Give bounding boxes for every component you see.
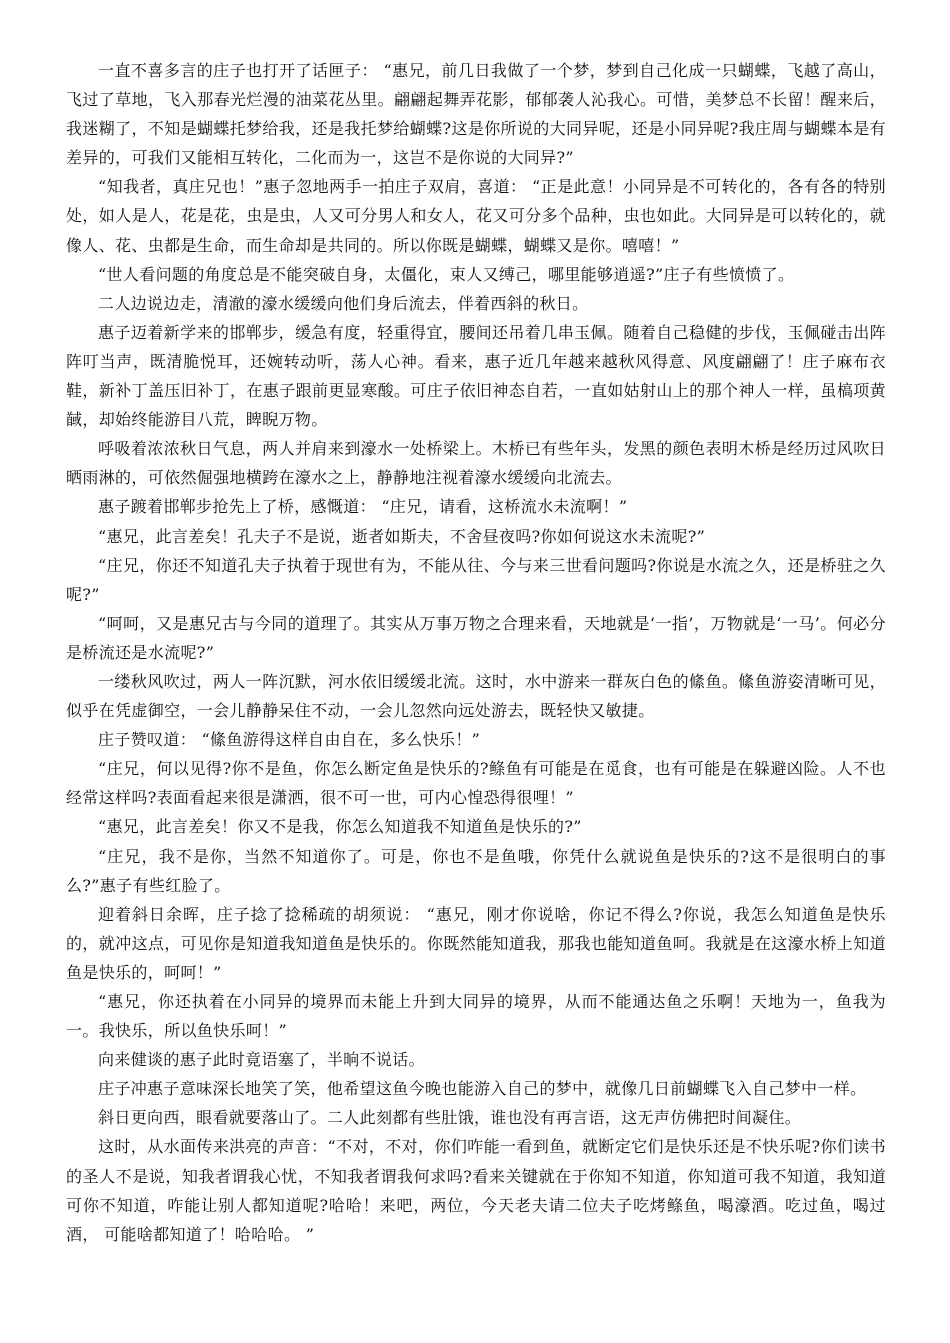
paragraph-2: “知我者，真庄兄也！”惠子忽地两手一拍庄子双肩，喜道： “正是此意！小同异是不可转化的，各有各的特别处，如人是人，花是花，虫是虫，人又可分男人和女人，花又可分多个品种，虫也如此。大同异是可以转化的，就像人、花、虫都是生命，而生命却是共同的。所以你既是蝴蝶，蝴蝶又是你。嘻嘻！” [66,177,886,255]
document-body [66,56,886,1249]
paragraph-14: “惠兄，此言差矣！你又不是我，你怎么知道我不知道鱼是快乐的?” [98,817,582,837]
paragraph-19: 庄子冲惠子意味深长地笑了笑，他希望这鱼今晚也能游入自己的梦中，就像几日前蝴蝶飞入自己梦中一样。 [98,1079,867,1099]
paragraph-21: 这时，从水面传来洪亮的声音：“不对，不对，你们咋能一看到鱼，就断定它们是快乐还是不快乐呢?你们读书的圣人不是说，知我者谓我心忧，不知我者谓我何求吗?看来关键就在于你知不知道，你知道可我不知道，我知道可你不知道，咋能让别人都知道呢?哈哈！来吧，两位，今天老夫请二位夫子吃烤鲦鱼，喝濠酒。吃过鱼，喝过酒， 可能啥都知道了！哈哈哈。 ” [66,1137,886,1244]
paragraph-11: 一缕秋风吹过，两人一阵沉默，河水依旧缓缓北流。这时，水中游来一群灰白色的絛鱼。絛鱼游姿清晰可见，似乎在凭虚御空，一会儿静静呆住不动，一会儿忽然向远处游去，既轻快又敏捷。 [66,671,886,721]
paragraph-4: 二人边说边走，清澈的濠水缓缓向他们身后流去，伴着西斜的秋日。 [98,293,589,313]
paragraph-7: 惠子踱着邯郸步抢先上了桥，感慨道： “庄兄，请看，这桥流水未流啊！” [98,497,628,517]
paragraph-12: 庄子赞叹道： “絛鱼游得这样自由自在，多么快乐！” [98,730,481,750]
paragraph-15: “庄兄，我不是你，当然不知道你了。可是，你也不是鱼哦，你凭什么就说鱼是快乐的?这不是很明白的事么?”惠子有些红脸了。 [66,846,886,895]
paragraph-8: “惠兄，此言差矣！孔夫子不是说，逝者如斯夫，不舍昼夜吗?你如何说这水未流呢?” [98,526,706,546]
paragraph-17: “惠兄，你还执着在小同异的境界而未能上升到大同异的境界，从而不能通达鱼之乐啊！天地为一，鱼我为一。我快乐，所以鱼快乐呵！” [66,992,886,1041]
paragraph-13: “庄兄，何以见得?你不是鱼，你怎么断定鱼是快乐的?鲦鱼有可能是在觅食，也有可能是在躲避凶险。人不也经常这样吗?表面看起来很是潇洒，很不可一世，可内心惶恐得很哩！” [66,759,886,808]
paragraph-5: 惠子迈着新学来的邯郸步，缓急有度，轻重得宜，腰间还吊着几串玉佩。随着自己稳健的步伐，玉佩碰击出阵阵叮当声，既清脆悦耳，还婉转动听，荡人心神。看来，惠子近几年越来越秋风得意、风度翩翩了！庄子麻布衣鞋，新补丁盖压旧补丁，在惠子跟前更显寒酸。可庄子依旧神态自若，一直如姑射山上的那个神人一样，虽槁项黄馘，却始终能游目八荒，睥睨万物。 [66,322,886,430]
paragraph-18: 向来健谈的惠子此时竟语塞了，半晌不说话。 [98,1050,426,1070]
paragraph-10: “呵呵，又是惠兄古与今同的道理了。其实从万事万物之合理来看，天地就是‘一指’，万物就是‘一马’。何必分是桥流还是水流呢?” [66,613,886,662]
paragraph-16: 迎着斜日余晖，庄子捻了捻稀疏的胡须说： “惠兄，刚才你说啥，你记不得么?你说，我怎么知道鱼是快乐的，就冲这点，可见你是知道我知道鱼是快乐的。你既然能知道我，那我也能知道鱼呵。我就是在这濠水桥上知道鱼是快乐的，呵呵！” [66,904,886,982]
paragraph-3: “世人看问题的角度总是不能突破自身，太僵化，束人又缚己，哪里能够逍遥?”庄子有些愤愤了。 [98,264,795,284]
paragraph-1: 一直不喜多言的庄子也打开了话匣子： “惠兄，前几日我做了一个梦，梦到自己化成一只蝴蝶，飞越了高山，飞过了草地，飞入那春光烂漫的油菜花丛里。翩翩起舞弄花影，郁郁袭人沁我心。可惜，美梦总不长留！醒来后，我迷糊了，不知是蝴蝶托梦给我，还是我托梦给蝴蝶?这是你所说的大同异呢，还是小同异呢?我庄周与蝴蝶本是有差异的，可我们又能相互转化，二化而为一，这岂不是你说的大同异?” [66,61,886,168]
paragraph-20: 斜日更向西，眼看就要落山了。二人此刻都有些肚饿，谁也没有再言语，这无声仿佛把时间凝住。 [98,1108,802,1128]
paragraph-9: “庄兄，你还不知道孔夫子执着于现世有为，不能从往、今与来三世看问题吗?你说是水流之久，还是桥驻之久呢?” [66,555,886,604]
paragraph-6: 呼吸着浓浓秋日气息，两人并肩来到濠水一处桥梁上。木桥已有些年头，发黑的颜色表明木桥是经历过风吹日晒雨淋的，可依然倔强地横跨在濠水之上，静静地注视着濠水缓缓向北流去。 [66,439,886,488]
